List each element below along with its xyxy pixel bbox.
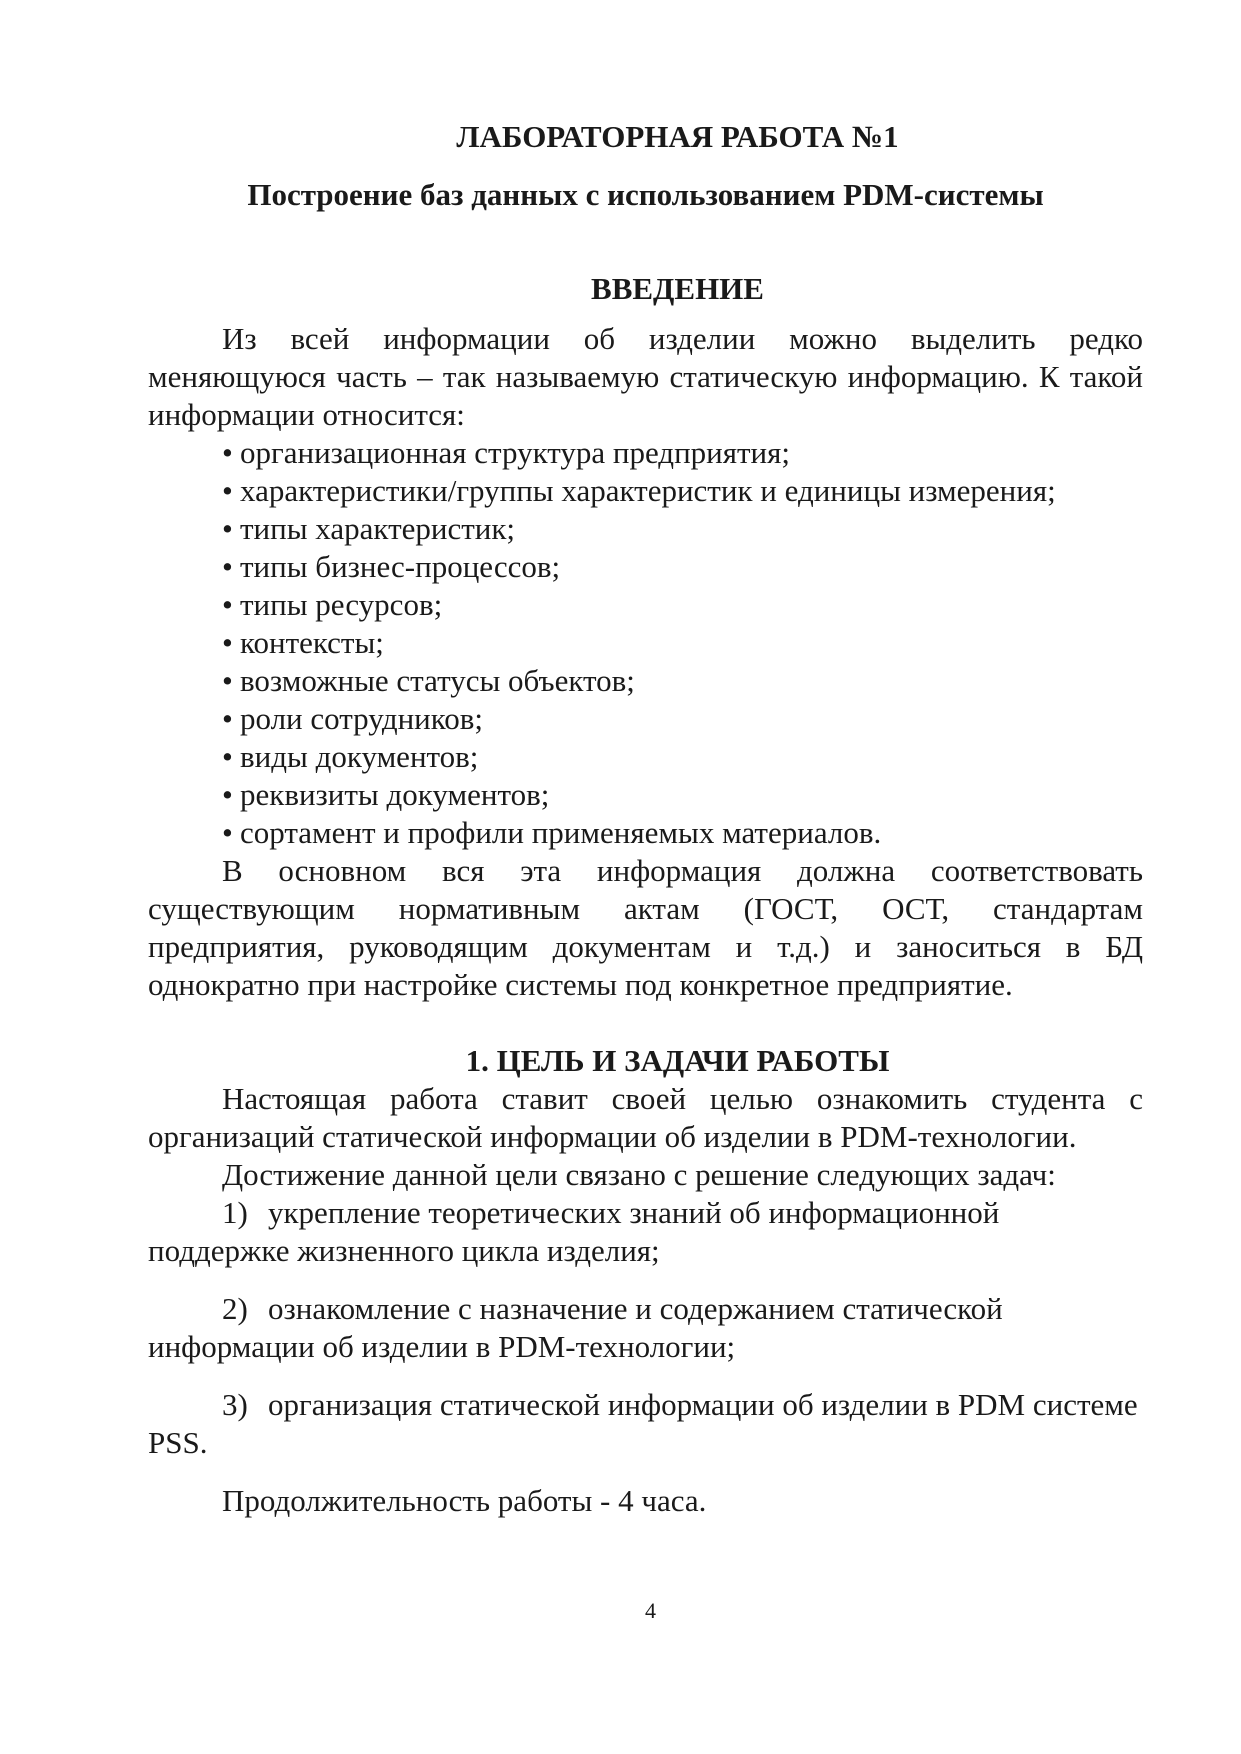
bullet-icon: • (222, 777, 233, 812)
bullet-icon: • (222, 663, 233, 698)
list-item: • виды документов; (222, 739, 479, 774)
list-item: • контексты; (222, 625, 384, 660)
spacer (148, 1366, 1143, 1386)
list-item: • организационная структура предприятия; (222, 435, 791, 470)
list-item: • возможные статусы объектов; (222, 663, 635, 698)
duration-text: Продолжительность работы - 4 часа. (222, 1483, 707, 1518)
static-info-list (148, 434, 1143, 852)
list-item: • роли сотрудников; (222, 701, 484, 736)
task-item (148, 1194, 1143, 1270)
page-title: ЛАБОРАТОРНАЯ РАБОТА №1 (456, 119, 899, 154)
page-subtitle: Построение баз данных с использованием PDM-системы (247, 177, 1044, 212)
list-item: • типы бизнес-процессов; (222, 549, 561, 584)
task-text: укрепление теоретических знаний об информационной поддержке жизненного цикла изделия; (148, 1195, 1000, 1268)
introduction-heading: ВВЕДЕНИЕ (591, 271, 764, 306)
task-item (148, 1386, 1143, 1462)
bullet-icon: • (222, 625, 233, 660)
task-number: 1) (222, 1195, 248, 1230)
list-item: • характеристики/группы характеристик и единицы измерения; (222, 473, 1056, 508)
spacer (148, 1270, 1143, 1290)
list-item: • реквизиты документов; (222, 777, 550, 812)
task-text: организация статической информации об изделии в PDM системе PSS. (148, 1387, 1138, 1460)
goals-heading: 1. ЦЕЛЬ И ЗАДАЧИ РАБОТЫ (465, 1043, 890, 1078)
page-content (148, 118, 1143, 1520)
task-number: 3) (222, 1387, 248, 1422)
page-number: 4 (645, 1598, 656, 1623)
bullet-icon: • (222, 739, 233, 774)
bullet-icon: • (222, 701, 233, 736)
goals-paragraph: Настоящая работа ставит своей целью ознакомить студента с организаций статической информации об изделии в PDM-технологии. (148, 1081, 1143, 1154)
task-number: 2) (222, 1291, 248, 1326)
task-text: ознакомление с назначение и содержанием статической информации об изделии в PDM-технологии; (148, 1291, 1003, 1364)
introduction-closing-paragraph: В основном вся эта информация должна соответствовать существующим нормативным актам (ГОСТ, ОСТ, стандартам предприятия, руководящим документам и т.д.) и заноситься в БД однократно при настройке системы под конкретное предприятие. (148, 853, 1143, 1002)
bullet-icon: • (222, 815, 233, 850)
bullet-icon: • (222, 549, 233, 584)
bullet-icon: • (222, 473, 233, 508)
tasks-intro-paragraph: Достижение данной цели связано с решение следующих задач: (222, 1157, 1056, 1192)
bullet-icon: • (222, 511, 233, 546)
task-item (148, 1290, 1143, 1366)
list-item: • типы ресурсов; (222, 587, 443, 622)
introduction-paragraph: Из всей информации об изделии можно выделить редко меняющуюся часть – так называемую статическую информацию. К такой информации относится: (148, 321, 1143, 432)
bullet-icon: • (222, 435, 233, 470)
bullet-icon: • (222, 587, 233, 622)
list-item: • сортамент и профили применяемых материалов. (222, 815, 882, 850)
list-item: • типы характеристик; (222, 511, 516, 546)
